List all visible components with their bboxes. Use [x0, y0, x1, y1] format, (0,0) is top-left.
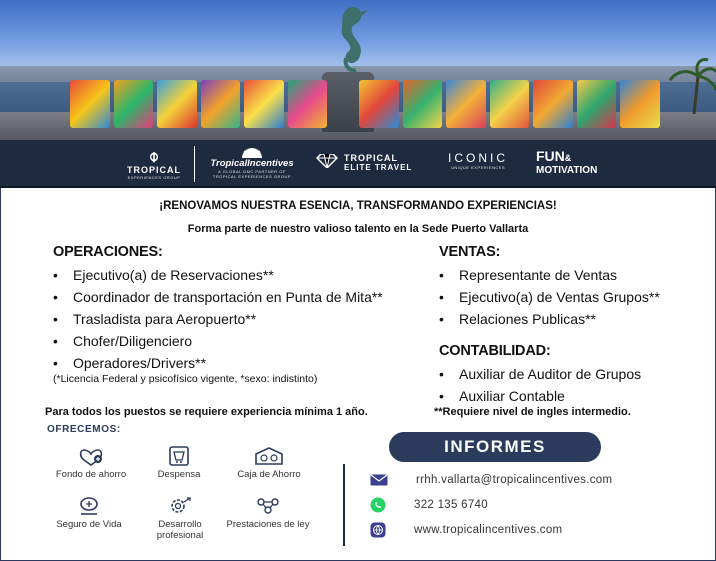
- benefit-prestaciones: Prestaciones de ley: [222, 496, 314, 530]
- benefit-seguro-vida: Seguro de Vida: [40, 496, 138, 530]
- ofrecemos-title: OFRECEMOS:: [47, 424, 121, 435]
- ventas-section: [439, 244, 709, 330]
- savings-box-icon: [252, 446, 286, 466]
- benefit-desarrollo: Desarrollo profesional: [138, 496, 222, 541]
- job-item: • Chofer/Diligenciero: [53, 330, 423, 352]
- benefit-despensa: Despensa: [140, 446, 218, 480]
- license-note: (*Licencia Federal y psicofísico vigente, *sexo: indistinto): [53, 373, 318, 385]
- benefit-caja-ahorro: Caja de Ahorro: [222, 446, 316, 480]
- job-item: • Trasladista para Aeropuerto**: [53, 308, 423, 330]
- job-item: • Representante de Ventas: [439, 264, 709, 286]
- web-icon: [370, 522, 386, 538]
- whatsapp-icon: [370, 497, 386, 513]
- people-network-icon: [253, 496, 283, 516]
- job-item: • Auxiliar de Auditor de Grupos: [439, 363, 709, 385]
- operaciones-title: OPERACIONES:: [53, 244, 163, 260]
- contact-web[interactable]: www.tropicalincentives.com: [370, 521, 562, 539]
- gear-growth-icon: [167, 496, 193, 516]
- headline: ¡RENOVAMOS NUESTRA ESENCIA, TRANSFORMANDO EXPERIENCIAS!: [159, 200, 557, 212]
- tropical-incentives-logo: TropicalIncentives A GLOBAL DMC PARTNER OF TROPICAL EXPERIENCES GROUP: [206, 148, 298, 179]
- english-requirement: **Requiere nivel de ingles intermedio.: [434, 406, 631, 418]
- job-item: • Ejecutivo(a) de Ventas Grupos**: [439, 286, 709, 308]
- job-item: • Auxiliar Contable: [439, 385, 709, 407]
- mail-icon: [370, 474, 388, 486]
- tropical-experiences-logo: ⌽ TROPICAL EXPERIENCES GROUP: [112, 148, 196, 180]
- job-item: • Operadores/Drivers**: [53, 352, 423, 374]
- palm-tree: [656, 54, 716, 114]
- tropical-mark-icon: ⌽: [148, 147, 160, 166]
- job-item: • Coordinador de transportación en Punta de Mita**: [53, 286, 423, 308]
- contact-phone[interactable]: 322 135 6740: [370, 496, 488, 514]
- logo-divider: [194, 146, 195, 182]
- contabilidad-title: CONTABILIDAD:: [439, 343, 551, 359]
- tropical-elite-travel-logo: TROPICAL ELITE TRAVEL: [316, 153, 420, 172]
- grocery-icon: [168, 446, 190, 466]
- benefit-fondo-ahorro: Fondo de ahorro: [45, 446, 137, 480]
- piggy-heart-icon: [76, 446, 106, 466]
- iconic-logo: ICONIC UNIQUE EXPERIENCES: [448, 151, 508, 170]
- seahorse-sculpture: [330, 4, 370, 76]
- vertical-divider: [343, 464, 345, 546]
- fun-motivation-logo: FUN& MOTIVATION: [536, 148, 598, 176]
- sunrise-icon: [237, 148, 267, 158]
- life-insurance-icon: [77, 496, 101, 516]
- puerto-vallarta-sign: [70, 80, 660, 128]
- job-item: • Relaciones Publicas**: [439, 308, 709, 330]
- experience-requirement: Para todos los puestos se requiere experiencia mínima 1 año.: [45, 406, 368, 418]
- contact-email[interactable]: rrhh.vallarta@tropicalincentives.com: [370, 471, 612, 489]
- informes-button[interactable]: INFORMES: [389, 432, 601, 462]
- job-item: • Ejecutivo(a) de Reservaciones**: [53, 264, 423, 286]
- contabilidad-section: [439, 343, 709, 407]
- hero-photo: [0, 0, 716, 140]
- ventas-title: VENTAS:: [439, 244, 501, 260]
- diamond-icon: [316, 154, 338, 168]
- subheadline: Forma parte de nuestro valioso talento en la Sede Puerto Vallarta: [187, 223, 529, 235]
- operaciones-section: [53, 244, 423, 374]
